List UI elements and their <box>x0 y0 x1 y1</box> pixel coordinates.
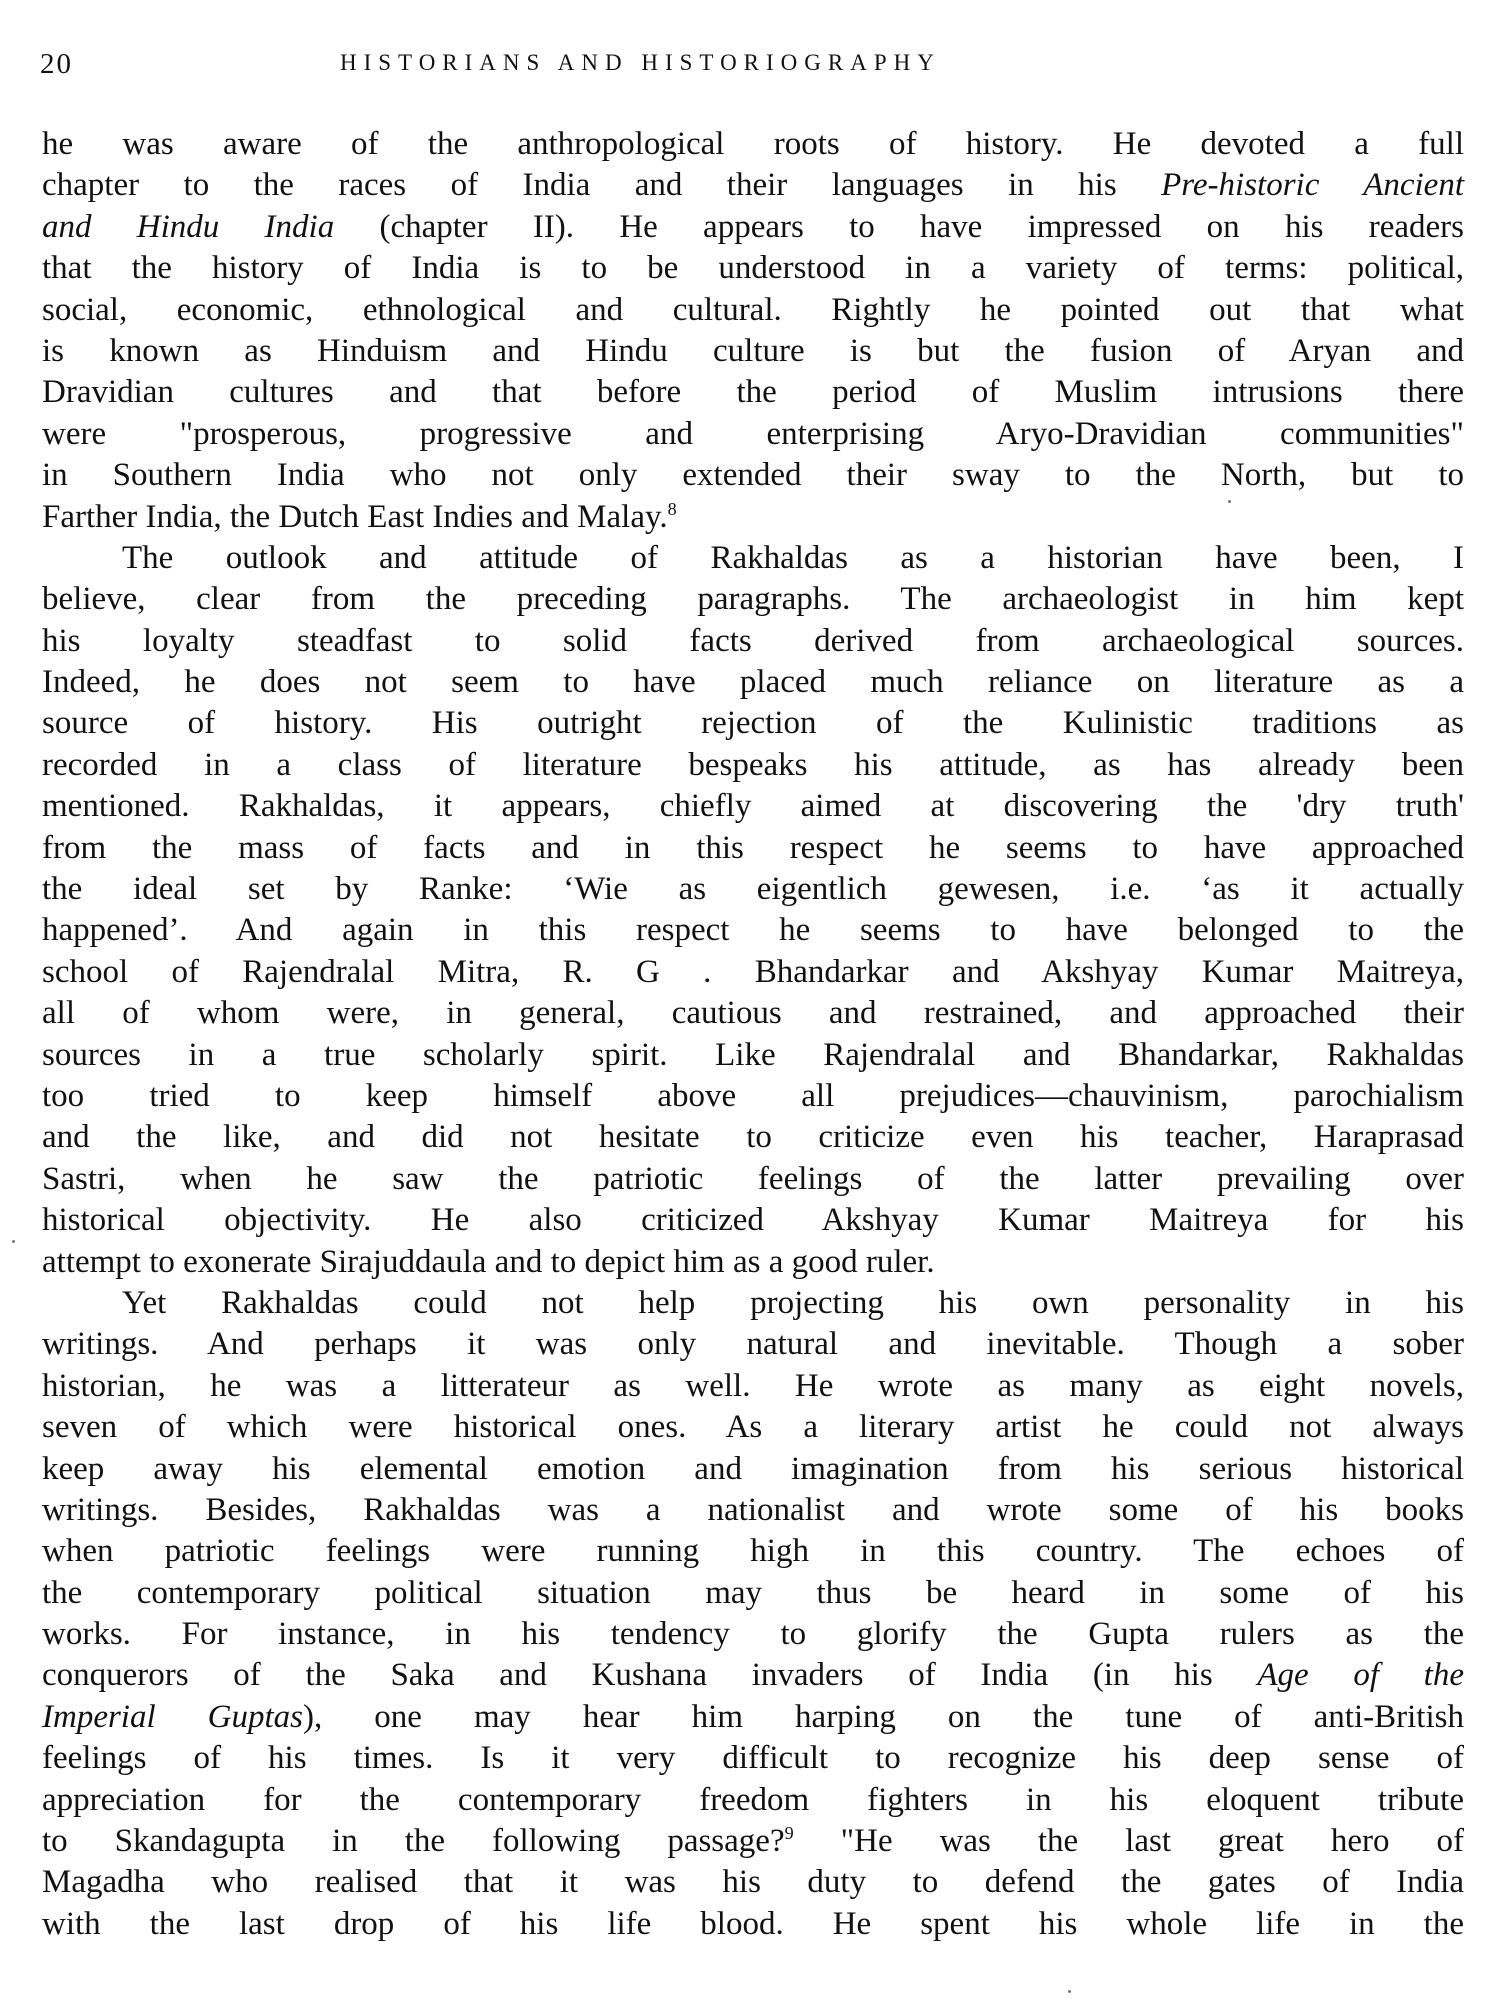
text-line: when patriotic feelings were running high in this country. The echoes of <box>42 1533 1464 1570</box>
text-line: sources in a true scholarly spirit. Like Rajendralal and Bhandarkar, Rakhaldas <box>42 1036 1464 1073</box>
text-run: ), one may hear him harping on the tune of anti-British <box>303 1698 1464 1735</box>
text-line: historical objectivity. He also criticized Akshyay Kumar Maitreya for his <box>42 1202 1464 1239</box>
text-line: source of history. His outright rejection of the Kulinistic traditions as <box>42 705 1464 742</box>
text-line <box>42 497 1464 538</box>
scan-speck <box>1228 500 1231 503</box>
text-line: were "prosperous, progressive and enterprising Aryo-Dravidian communities" <box>42 415 1464 452</box>
text-line: historian, he was a litterateur as well. He wrote as many as eight novels, <box>42 1367 1464 1404</box>
text-line: too tried to keep himself above all prejudices—chauvinism, parochialism <box>42 1077 1464 1114</box>
text-line: happened’. And again in this respect he seems to have belonged to the <box>42 912 1464 949</box>
text-line: The outlook and attitude of Rakhaldas as a historian have been, I <box>122 539 1464 576</box>
text-line: writings. And perhaps it was only natural and inevitable. Though a sober <box>42 1326 1464 1363</box>
text-line: Indeed, he does not seem to have placed much reliance on literature as a <box>42 664 1464 701</box>
text-line: Dravidian cultures and that before the period of Muslim intrusions there <box>42 374 1464 411</box>
text-line: he was aware of the anthropological roots of history. He devoted a full <box>42 126 1464 162</box>
text-run: (chapter II). He appears to have impressed on his readers <box>334 208 1464 245</box>
text-line <box>42 1697 1464 1738</box>
text-line: is known as Hinduism and Hindu culture is but the fusion of Aryan and <box>42 332 1464 369</box>
text-line: recorded in a class of literature bespeaks his attitude, as has already been <box>42 746 1464 783</box>
text-line: with the last drop of his life blood. He spent his whole life in the <box>42 1905 1464 1942</box>
text-run: Farther India, the Dutch East Indies and Malay. <box>42 498 668 535</box>
footnote-marker: 8 <box>667 498 677 519</box>
paragraph-2 <box>42 538 1464 1283</box>
text-line: and the like, and did not hesitate to criticize even his teacher, Haraprasad <box>42 1119 1464 1156</box>
book-title: and Hindu India <box>42 208 335 245</box>
text-line: appreciation for the contemporary freedom fighters in his eloquent tribute <box>42 1781 1464 1818</box>
paragraph-3 <box>42 1283 1464 1945</box>
text-line <box>42 207 1464 248</box>
scan-speck <box>12 1240 15 1243</box>
text-line: keep away his elemental emotion and imagination from his serious historical <box>42 1450 1464 1487</box>
text-line: from the mass of facts and in this respect he seems to have approached <box>42 829 1464 866</box>
text-run: "He was the last great hero of <box>793 1823 1464 1860</box>
text-line: that the history of India is to be understood in a variety of terms: political, <box>42 250 1464 287</box>
book-title: Imperial Guptas <box>42 1698 304 1735</box>
text-run: conquerors of the Saka and Kushana invaders of India (in his <box>42 1657 1258 1694</box>
running-head: HISTORIANS AND HISTORIOGRAPHY <box>340 50 941 75</box>
text-line <box>42 1821 1464 1862</box>
page-number: 20 <box>40 48 73 80</box>
text-line: all of whom were, in general, cautious and restrained, and approached their <box>42 995 1464 1032</box>
text-line: works. For instance, in his tendency to glorify the Gupta rulers as the <box>42 1616 1464 1653</box>
text-line: his loyalty steadfast to solid facts derived from archaeological sources. <box>42 622 1464 659</box>
text-line: seven of which were historical ones. As a literary artist he could not always <box>42 1409 1464 1446</box>
body-text <box>42 124 1464 1945</box>
text-line: attempt to exonerate Sirajuddaula and to depict him as a good ruler. <box>42 1243 935 1280</box>
text-run: chapter to the races of India and their languages in his <box>42 167 1162 204</box>
text-line: Sastri, when he saw the patriotic feelings of the latter prevailing over <box>42 1160 1464 1197</box>
text-line <box>42 1655 1464 1696</box>
paragraph-1 <box>42 124 1464 538</box>
text-line: believe, clear from the preceding paragraphs. The archaeologist in him kept <box>42 581 1464 618</box>
scan-speck <box>1068 1990 1071 1993</box>
text-line: school of Rajendralal Mitra, R. G . Bhandarkar and Akshyay Kumar Maitreya, <box>42 953 1464 990</box>
text-line: Yet Rakhaldas could not help projecting his own personality in his <box>122 1284 1464 1321</box>
text-line <box>42 165 1464 206</box>
text-line: writings. Besides, Rakhaldas was a nationalist and wrote some of his books <box>42 1491 1464 1528</box>
text-line: the ideal set by Ranke: ‘Wie as eigentlich gewesen, i.e. ‘as it actually <box>42 871 1464 908</box>
text-line: feelings of his times. Is it very difficult to recognize his deep sense of <box>42 1740 1464 1777</box>
text-line: Magadha who realised that it was his duty to defend the gates of India <box>42 1864 1464 1901</box>
text-line: the contemporary political situation may thus be heard in some of his <box>42 1574 1464 1611</box>
text-line: in Southern India who not only extended their sway to the North, but to <box>42 457 1464 494</box>
footnote-marker: 9 <box>784 1823 794 1844</box>
text-line: social, economic, ethnological and cultural. Rightly he pointed out that what <box>42 291 1464 328</box>
book-title: Age of the <box>1257 1657 1464 1694</box>
text-run: to Skandagupta in the following passage? <box>42 1823 785 1860</box>
text-line: mentioned. Rakhaldas, it appears, chiefly aimed at discovering the 'dry truth' <box>42 788 1464 825</box>
book-title: Pre-historic Ancient <box>1161 167 1464 204</box>
